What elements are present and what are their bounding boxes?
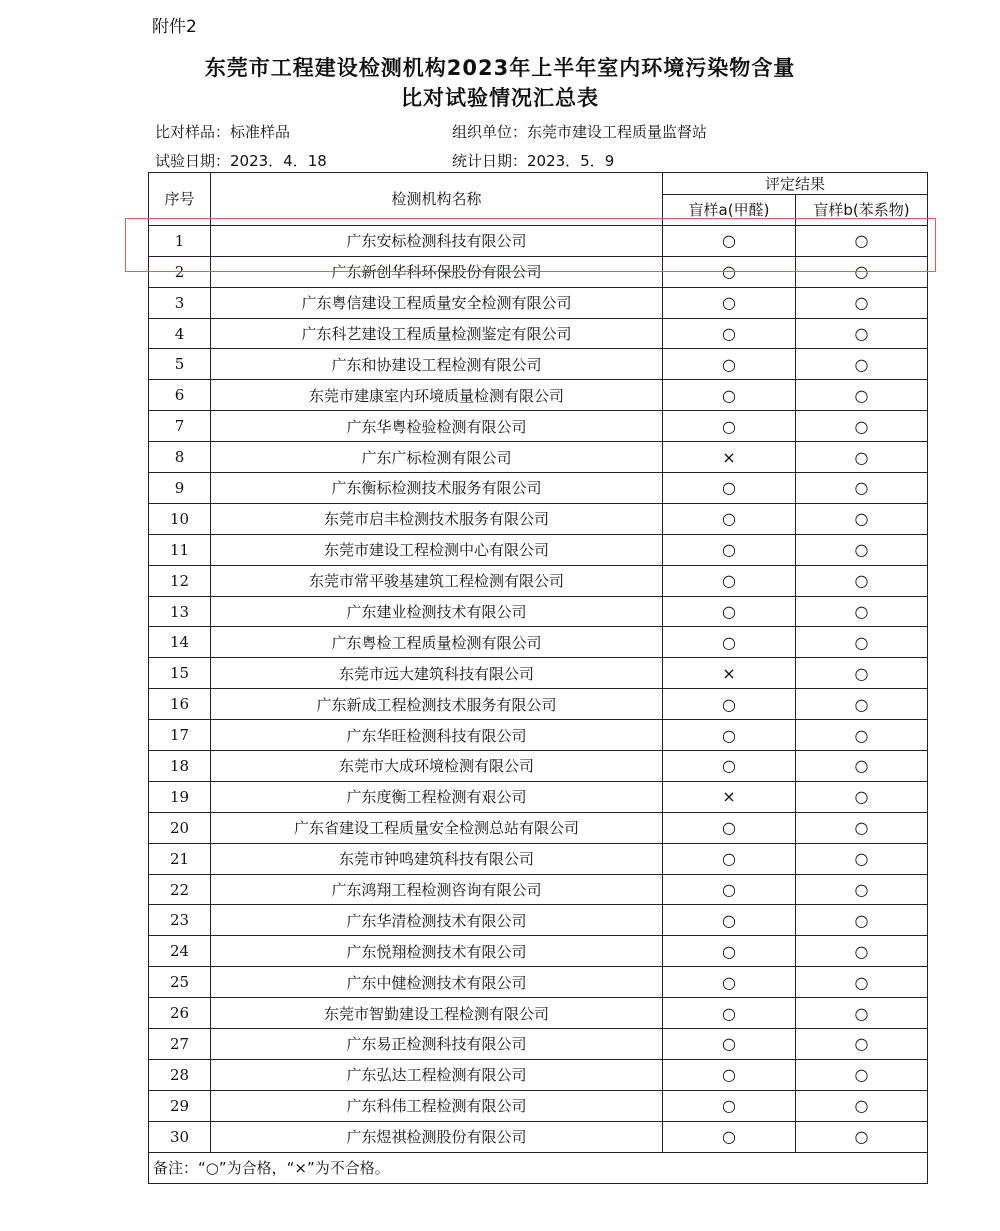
organizer-info: 组织单位：东莞市建设工程质量监督站 [452, 123, 708, 141]
row-result-b: ○ [796, 843, 928, 874]
row-result-b: ○ [796, 720, 928, 751]
row-name: 广东省建设工程质量安全检测总站有限公司 [211, 812, 663, 843]
row-no: 21 [149, 843, 211, 874]
row-result-a: ○ [663, 1121, 796, 1152]
row-no: 1 [149, 225, 211, 256]
row-result-a: ○ [663, 936, 796, 967]
row-name: 广东安标检测科技有限公司 [211, 225, 663, 256]
row-name: 广东粤信建设工程质量安全检测有限公司 [211, 287, 663, 318]
row-result-a: ○ [663, 627, 796, 658]
row-result-a: ○ [663, 411, 796, 442]
row-result-b: ○ [796, 380, 928, 411]
row-name: 东莞市钟鸣建筑科技有限公司 [211, 843, 663, 874]
row-result-a: ○ [663, 843, 796, 874]
row-no: 9 [149, 473, 211, 504]
row-result-a: ○ [663, 380, 796, 411]
row-result-b: ○ [796, 256, 928, 287]
row-result-a: ○ [663, 905, 796, 936]
row-name: 广东新创华科环保股份有限公司 [211, 256, 663, 287]
table-row [149, 627, 928, 658]
row-no: 18 [149, 751, 211, 782]
row-result-b: ○ [796, 936, 928, 967]
row-name: 广东粤检工程质量检测有限公司 [211, 627, 663, 658]
row-result-b: ○ [796, 411, 928, 442]
table-row [149, 256, 928, 287]
table-row [149, 998, 928, 1029]
document-title-line1: 东莞市工程建设检测机构2023年上半年室内环境污染物含量 [204, 56, 796, 80]
table-row [149, 658, 928, 689]
row-result-b: ○ [796, 318, 928, 349]
table-row [149, 1121, 928, 1152]
row-name: 广东华旺检测科技有限公司 [211, 720, 663, 751]
row-name: 东莞市远大建筑科技有限公司 [211, 658, 663, 689]
test-date: 试验日期：2023．4．18 [155, 152, 327, 170]
row-result-b: ○ [796, 565, 928, 596]
row-no: 6 [149, 380, 211, 411]
table-row [149, 781, 928, 812]
row-no: 10 [149, 503, 211, 534]
table-row [149, 442, 928, 473]
row-result-b: ○ [796, 442, 928, 473]
row-no: 19 [149, 781, 211, 812]
results-table [148, 172, 928, 1184]
table-row [149, 751, 928, 782]
row-result-a: ○ [663, 349, 796, 380]
table-row [149, 318, 928, 349]
table-row [149, 380, 928, 411]
row-no: 16 [149, 689, 211, 720]
header-row-1 [149, 173, 928, 195]
row-result-b: ○ [796, 998, 928, 1029]
row-result-b: ○ [796, 1121, 928, 1152]
table-row [149, 812, 928, 843]
row-name: 广东科伟工程检测有限公司 [211, 1090, 663, 1121]
table-row [149, 349, 928, 380]
table-row [149, 565, 928, 596]
row-name: 广东新成工程检测技术服务有限公司 [211, 689, 663, 720]
table-row [149, 843, 928, 874]
row-result-a: ○ [663, 596, 796, 627]
sample-info: 比对样品：标准样品 [155, 123, 291, 141]
table-row [149, 905, 928, 936]
row-no: 15 [149, 658, 211, 689]
table-row [149, 596, 928, 627]
row-no: 24 [149, 936, 211, 967]
row-result-b: ○ [796, 905, 928, 936]
row-result-b: ○ [796, 1029, 928, 1060]
row-no: 28 [149, 1059, 211, 1090]
row-result-a: ○ [663, 1029, 796, 1060]
table-row [149, 503, 928, 534]
header-name: 检测机构名称 [211, 173, 663, 226]
row-result-a: ○ [663, 225, 796, 256]
row-name: 广东建业检测技术有限公司 [211, 596, 663, 627]
row-result-a: ○ [663, 1090, 796, 1121]
row-no: 12 [149, 565, 211, 596]
row-result-a: ○ [663, 751, 796, 782]
row-result-a: ○ [663, 720, 796, 751]
table-row [149, 225, 928, 256]
row-name: 东莞市建设工程检测中心有限公司 [211, 534, 663, 565]
row-result-a: ○ [663, 256, 796, 287]
row-name: 东莞市建康室内环境质量检测有限公司 [211, 380, 663, 411]
row-no: 23 [149, 905, 211, 936]
row-no: 25 [149, 967, 211, 998]
row-no: 8 [149, 442, 211, 473]
header-no: 序号 [149, 173, 211, 226]
row-result-b: ○ [796, 1090, 928, 1121]
row-result-b: ○ [796, 874, 928, 905]
row-name: 东莞市大成环境检测有限公司 [211, 751, 663, 782]
table-row [149, 1029, 928, 1060]
row-name: 广东科艺建设工程质量检测鉴定有限公司 [211, 318, 663, 349]
row-no: 2 [149, 256, 211, 287]
table-row [149, 473, 928, 504]
row-no: 5 [149, 349, 211, 380]
row-result-a: ○ [663, 967, 796, 998]
row-name: 广东度衡工程检测有艰公司 [211, 781, 663, 812]
row-name: 广东华清检测技术有限公司 [211, 905, 663, 936]
row-result-a: ○ [663, 998, 796, 1029]
row-no: 3 [149, 287, 211, 318]
row-result-b: ○ [796, 287, 928, 318]
row-result-a: ○ [663, 565, 796, 596]
row-name: 广东华粤检验检测有限公司 [211, 411, 663, 442]
row-name: 广东鸿翔工程检测咨询有限公司 [211, 874, 663, 905]
row-no: 27 [149, 1029, 211, 1060]
row-name: 广东煜祺检测股份有限公司 [211, 1121, 663, 1152]
row-result-b: ○ [796, 1059, 928, 1090]
row-no: 4 [149, 318, 211, 349]
table-row [149, 967, 928, 998]
row-name: 广东衡标检测技术服务有限公司 [211, 473, 663, 504]
row-result-b: ○ [796, 349, 928, 380]
row-result-b: ○ [796, 225, 928, 256]
row-result-a: ○ [663, 473, 796, 504]
table-row [149, 1059, 928, 1090]
table-row [149, 411, 928, 442]
table-row [149, 689, 928, 720]
row-result-a: ○ [663, 1059, 796, 1090]
row-result-a: ○ [663, 812, 796, 843]
row-no: 22 [149, 874, 211, 905]
attachment-label: 附件2 [152, 17, 197, 37]
document-title-line2: 比对试验情况汇总表 [401, 86, 599, 110]
table-note: 备注：“○”为合格，“×”为不合格。 [149, 1152, 928, 1183]
header-sample-b: 盲样b(苯系物) [796, 195, 928, 226]
note-row [149, 1152, 928, 1183]
row-name: 广东和协建设工程检测有限公司 [211, 349, 663, 380]
row-no: 7 [149, 411, 211, 442]
row-name: 广东中健检测技术有限公司 [211, 967, 663, 998]
row-result-a: ○ [663, 874, 796, 905]
row-name: 东莞市智勤建设工程检测有限公司 [211, 998, 663, 1029]
table-row [149, 720, 928, 751]
row-result-a: × [663, 781, 796, 812]
row-no: 17 [149, 720, 211, 751]
row-result-a: ○ [663, 318, 796, 349]
header-result: 评定结果 [663, 173, 928, 195]
row-result-b: ○ [796, 503, 928, 534]
row-no: 14 [149, 627, 211, 658]
row-result-a: ○ [663, 534, 796, 565]
row-result-b: ○ [796, 781, 928, 812]
row-result-a: ○ [663, 689, 796, 720]
row-result-b: ○ [796, 658, 928, 689]
row-name: 广东弘达工程检测有限公司 [211, 1059, 663, 1090]
row-no: 29 [149, 1090, 211, 1121]
table-row [149, 534, 928, 565]
row-result-b: ○ [796, 596, 928, 627]
row-no: 11 [149, 534, 211, 565]
row-name: 东莞市常平骏基建筑工程检测有限公司 [211, 565, 663, 596]
table-row [149, 287, 928, 318]
row-no: 20 [149, 812, 211, 843]
table-row [149, 874, 928, 905]
row-result-b: ○ [796, 627, 928, 658]
row-result-a: × [663, 658, 796, 689]
row-result-b: ○ [796, 473, 928, 504]
row-result-a: ○ [663, 503, 796, 534]
row-no: 30 [149, 1121, 211, 1152]
row-result-a: ○ [663, 287, 796, 318]
row-name: 广东悦翔检测技术有限公司 [211, 936, 663, 967]
header-sample-a: 盲样a(甲醛) [663, 195, 796, 226]
row-no: 26 [149, 998, 211, 1029]
row-name: 广东易正检测科技有限公司 [211, 1029, 663, 1060]
table-row [149, 936, 928, 967]
row-result-b: ○ [796, 751, 928, 782]
table-row [149, 1090, 928, 1121]
row-result-b: ○ [796, 967, 928, 998]
row-result-b: ○ [796, 812, 928, 843]
row-result-a: × [663, 442, 796, 473]
row-name: 广东广标检测有限公司 [211, 442, 663, 473]
row-result-b: ○ [796, 534, 928, 565]
row-name: 东莞市启丰检测技术服务有限公司 [211, 503, 663, 534]
row-no: 13 [149, 596, 211, 627]
row-result-b: ○ [796, 689, 928, 720]
stat-date: 统计日期：2023．5．9 [452, 152, 615, 170]
